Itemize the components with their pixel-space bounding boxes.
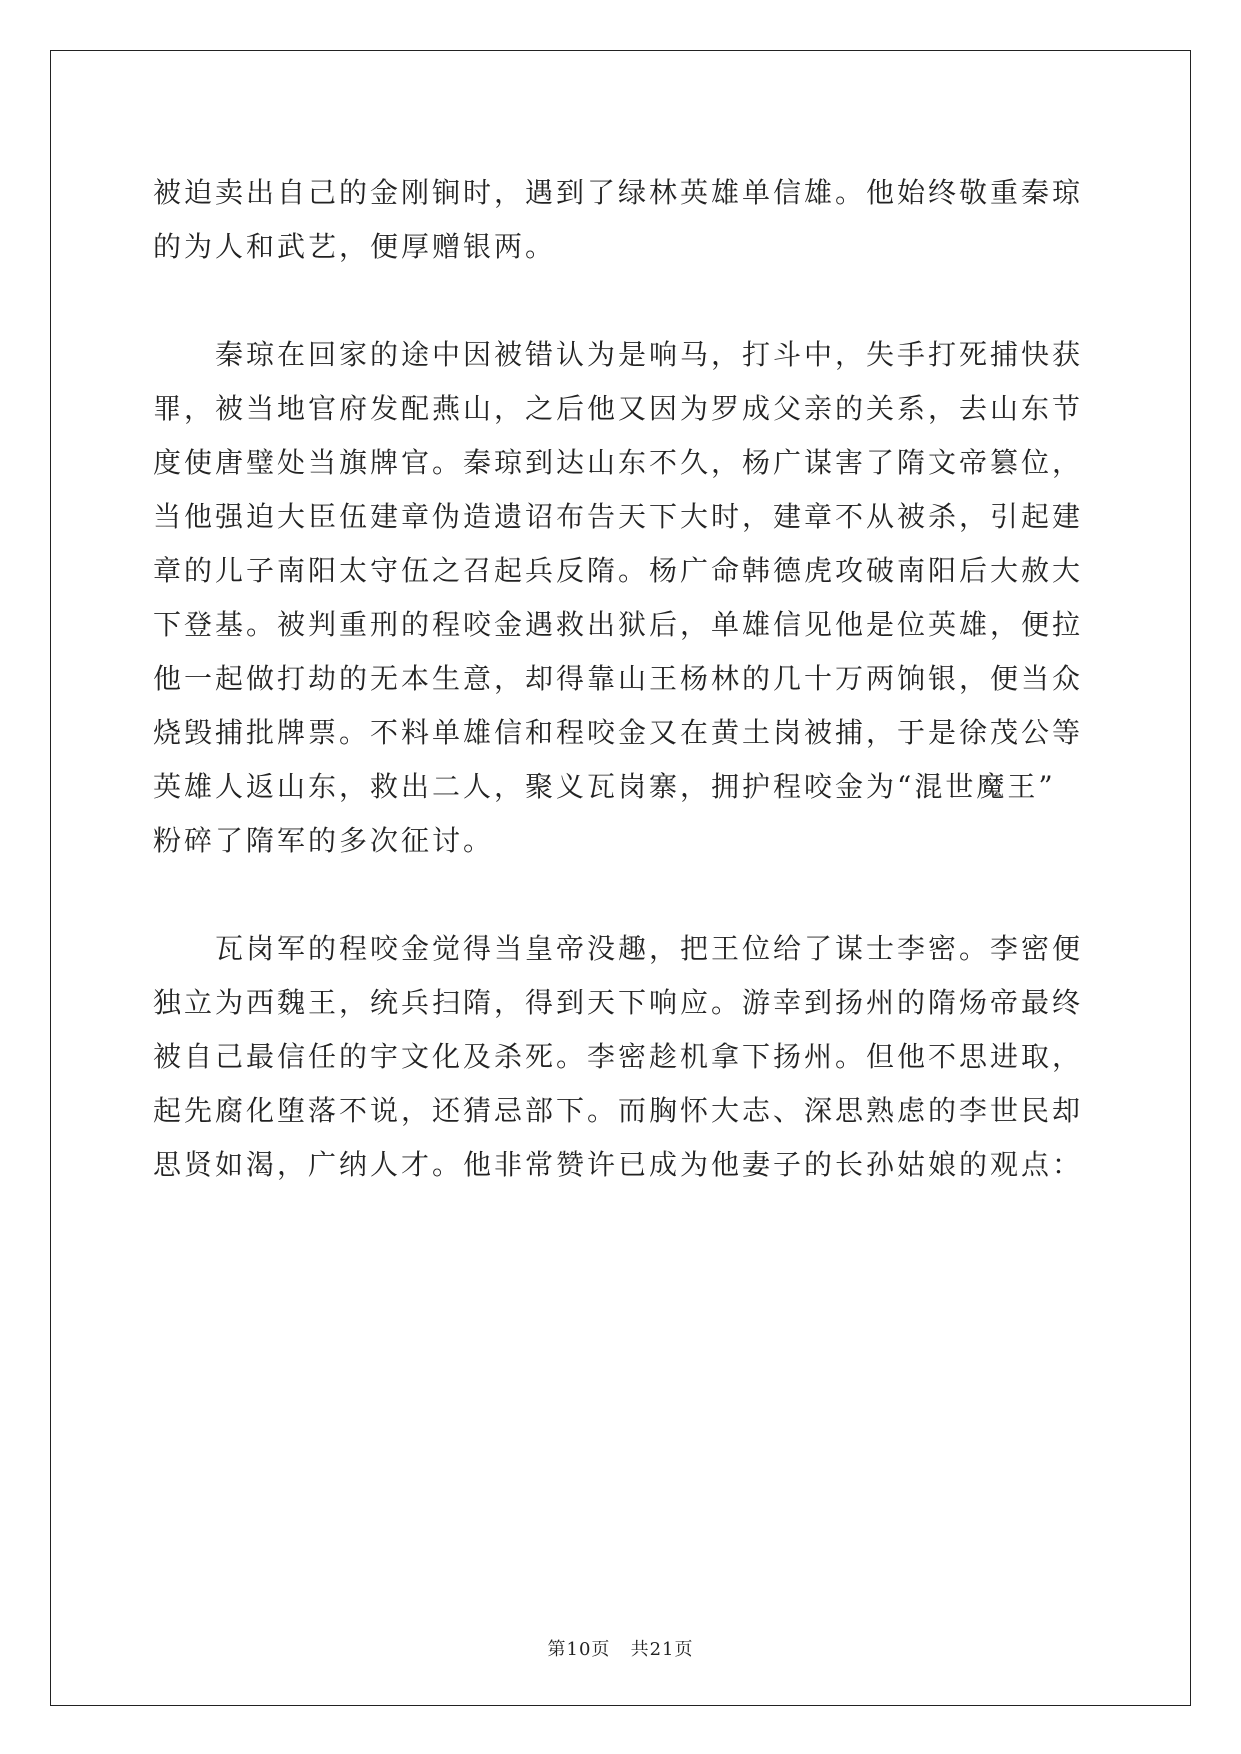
page-number: 10: [566, 1639, 592, 1660]
text-line: 烧毁捕批牌票。不料单雄信和程咬金又在黄土岗被捕，于是徐茂公等: [153, 716, 1084, 749]
total-pages: 21: [649, 1639, 675, 1660]
text-line: 的为人和武艺，便厚赠银两。: [153, 230, 557, 263]
text-line: 秦琼在回家的途中因被错认为是响马，打斗中，失手打死捕快获: [153, 338, 1084, 371]
document-body: [153, 166, 1093, 1192]
text-line: 罪，被当地官府发配燕山，之后他又因为罗成父亲的关系，去山东节: [153, 392, 1084, 425]
page-footer: [0, 1635, 1241, 1661]
paragraph-1: [153, 166, 1093, 274]
paragraph-3: [153, 922, 1093, 1192]
text-line: 英雄人返山东，救出二人，聚义瓦岗寨，拥护程咬金为“混世魔王”: [153, 770, 1056, 803]
text-line: 下登基。被判重刑的程咬金遇救出狱后，单雄信见他是位英雄，便拉: [153, 608, 1084, 641]
text-line: 被自己最信任的宇文化及杀死。李密趁机拿下扬州。但他不思进取，: [153, 1040, 1084, 1073]
text-line: 当他强迫大臣伍建章伪造遗诏布告天下大时，建章不从被杀，引起建: [153, 500, 1084, 533]
text-line: 瓦岗军的程咬金觉得当皇帝没趣，把王位给了谋士李密。李密便: [153, 932, 1084, 965]
text-line: 粉碎了隋军的多次征讨。: [153, 824, 495, 857]
text-line: 起先腐化堕落不说，还猜忌部下。而胸怀大志、深思熟虑的李世民却: [153, 1094, 1084, 1127]
paragraph-2: [153, 328, 1093, 868]
text-line: 章的儿子南阳太守伍之召起兵反隋。杨广命韩德虎攻破南阳后大赦大: [153, 554, 1084, 587]
total-prefix: 共: [630, 1639, 650, 1660]
text-line: 独立为西魏王，统兵扫隋，得到天下响应。游幸到扬州的隋炀帝最终: [153, 986, 1084, 1019]
total-suffix: 页: [674, 1639, 694, 1660]
page-prefix: 第: [547, 1639, 567, 1660]
page-suffix: 页: [591, 1639, 611, 1660]
text-line: 被迫卖出自己的金刚锏时，遇到了绿林英雄单信雄。他始终敬重秦琼: [153, 176, 1084, 209]
text-line: 思贤如渴，广纳人才。他非常赞许已成为他妻子的长孙姑娘的观点：: [153, 1148, 1084, 1181]
text-line: 度使唐璧处当旗牌官。秦琼到达山东不久，杨广谋害了隋文帝篡位，: [153, 446, 1084, 479]
text-line: 他一起做打劫的无本生意，却得靠山王杨林的几十万两饷银，便当众: [153, 662, 1084, 695]
